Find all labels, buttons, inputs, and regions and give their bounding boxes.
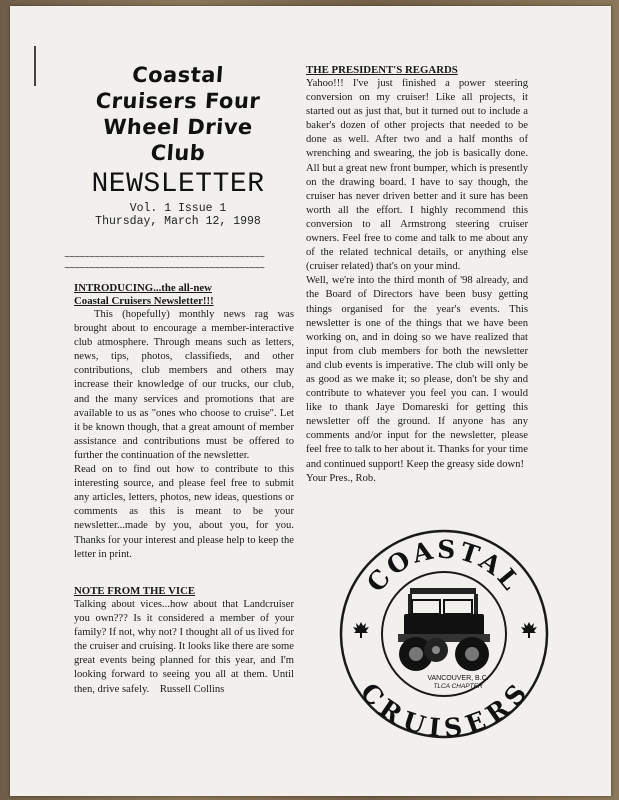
president-article (306, 64, 528, 486)
divider: ~~~~~~~~~~~~~~~~~~~~~~~~~~~~~~~~~~~~~~~~ (64, 264, 265, 275)
vice-heading: NOTE FROM THE VICE (74, 585, 196, 597)
club-logo-graphic (338, 528, 550, 740)
vice-text: Talking about vices...how about that Landcruiser you own??? Is it considered a member of your family? If not, why not? I thought all of us lived for the cruiser and cruising. It looks like there are some great events being planned for this year, and I'm looking forward to seeing you all at them. Until then, drive safely. (74, 599, 294, 695)
logo-location: VANCOUVER, B.C. (427, 675, 489, 682)
intro-body: Read on to find out how to contribute to this interesting source, and please feel free to submit any articles, letters, photos, new ideas, questions or comments as this is meant to be your newsletter...made by you, about you, for you. Thanks for your interest and please help to keep the letter in print. (74, 464, 294, 560)
intro-heading: Coastal Cruisers Newsletter!!! (74, 295, 214, 307)
club-title-line: Cruisers Four (94, 89, 262, 113)
intro-body: This (hopefully) monthly news rag was brought about to encourage a member-interactive club atmosphere. Through means such as letters, news, tips, photos, classifieds, and other contributions, club members and others may increase their knowledge of our trucks, our club, and the many services and promotions that are available to us as "ones who choose to cruise". Let it be known though, that a great amount of member assistance and contributions must be offered to further the continuation of the newsletter. (74, 309, 294, 461)
newsletter-title: NEWSLETTER (91, 169, 265, 200)
logo-top-text: COASTAL (361, 534, 527, 598)
truck-icon (398, 588, 490, 671)
issue-number: Vol. 1 Issue 1 (129, 202, 227, 215)
vice-body (74, 598, 294, 697)
margin-mark (34, 46, 36, 86)
intro-heading: INTRODUCING...the all-new (74, 282, 212, 294)
logo-chapter: TLCA CHAPTER (433, 683, 483, 690)
president-body: Well, we're into the third month of '98 already, and the Board of Directors have been busy getting things organised for the year's events. This newsletter is one of the things that we have been working on, and in doing so we have realized that input from club members for both the newsletter and club events is imperative. The club will only be as good as we make it; so please, don't be shy and contribute to whatever you feel you can. I would like to thank Jaye Domareski for getting this newsletter off the ground. If anyone has any comments and/or input for the newsletter, please feel free to talk to her about it. Thanks for your time and continued support! Keep the greasy side down! (306, 275, 528, 470)
masthead (64, 62, 292, 228)
issue-date: Thursday, March 12, 1998 (95, 215, 261, 228)
maple-leaf-icon (353, 622, 369, 638)
logo-bottom-text: CRUISERS (354, 677, 534, 740)
club-logo (338, 528, 550, 740)
club-title-line: Wheel Drive (102, 115, 254, 139)
intro-article (74, 282, 294, 562)
vice-signature: Russell Collins (159, 683, 225, 695)
vice-article (74, 585, 294, 697)
divider: ~~~~~~~~~~~~~~~~~~~~~~~~~~~~~~~~~~~~~~~~ (64, 253, 265, 264)
president-signature: Your Pres., Rob. (306, 472, 376, 484)
president-body: Yahoo!!! I've just finished a power steering conversion on my cruiser! Like all projects, it started out as just that, but it turned out to include a baker's dozen of other projects that needed to be done as well. After two and a half months of wrenching and swearing, the job is basically done. All but a great new front bumper, which is presently on the drawing board. I have to say though, the cruiser has never driven better and it sure has been worth all the effort. I highly recommend this conversion to all Armstrong steering cruiser owners. Feel free to come and talk to me about any of the related technical details, or anything else (cruiser related) that's on your mind. (306, 78, 528, 273)
president-heading: THE PRESIDENT'S REGARDS (306, 64, 458, 76)
club-title-line: Coastal (131, 63, 225, 87)
club-title-line: Club (149, 141, 207, 165)
maple-leaf-icon (521, 622, 537, 638)
